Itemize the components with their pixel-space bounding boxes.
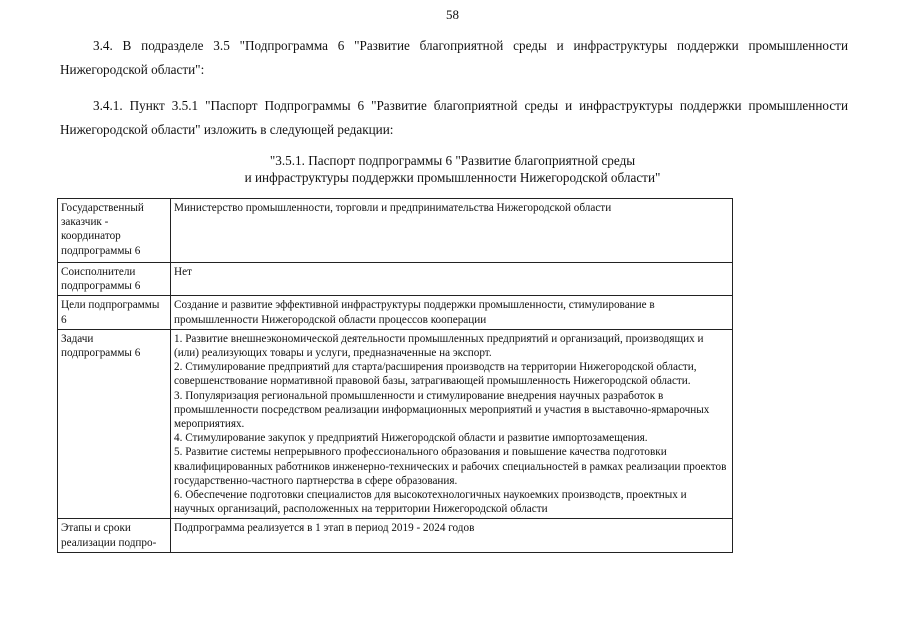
passport-heading-line-1: "3.5.1. Паспорт подпрограммы 6 "Развитие благоприятной среды [269, 153, 636, 168]
row-label-customer: Государственный заказчик - координатор подпрограммы 6 [58, 199, 171, 263]
task-item-2: 2. Стимулирование предприятий для старта/расширения производств на территории Нижегородской области, совершенствование нормативной правовой базы, затрагивающей промышленность Нижегородской области. [174, 361, 697, 388]
table-row [58, 329, 733, 519]
table-row [58, 199, 733, 263]
row-value-customer: Министерство промышленности, торговли и предпринимательства Нижегородской области [171, 199, 733, 263]
passport-heading [0, 152, 905, 186]
task-item-4: 4. Стимулирование закупок у предприятий Нижегородской области и развитие импортозамещения. [174, 432, 648, 445]
task-item-1: 1. Развитие внешнеэкономической деятельности промышленных предприятий и организаций, производящих и (или) реализующих товары и услуги, предназначенные на экспорт. [174, 332, 704, 360]
row-label-stages: Этапы и сроки реализации подпро- [58, 519, 171, 552]
row-value-goals: Создание и развитие эффективной инфраструктуры поддержки промышленности, стимулирование в промышленности Нижегородской области процессов кооперации [171, 296, 733, 329]
row-label-goals: Цели подпрограммы 6 [58, 296, 171, 329]
passport-heading-line-2: и инфраструктуры поддержки промышленности Нижегородской области" [244, 170, 661, 185]
row-value-tasks [171, 329, 733, 519]
table-row [58, 263, 733, 296]
task-item-5: 5. Развитие системы непрерывного профессионального образования и повышение качества подготовки квалифицированных работников инженерно-технических и рабочих специальностей в рамках реализации проектов государственно-частного партнерства в сфере образования. [174, 446, 727, 487]
paragraph-3-4: 3.4. В подразделе 3.5 "Подпрограмма 6 "Развитие благоприятной среды и инфраструктуры поддержки промышленности Нижегородской области": [60, 38, 848, 77]
task-item-3: 3. Популяризация региональной промышленности и стимулирование внедрения научных разработок в промышленности посредством реализации информационных мероприятий и участия в выставочно-ярмарочных мероприятиях. [174, 389, 710, 431]
page-number: 58 [446, 7, 459, 22]
paragraph-3-4-1: 3.4.1. Пункт 3.5.1 "Паспорт Подпрограммы 6 "Развитие благоприятной среды и инфраструктуры поддержки промышленности Нижегородской области" изложить в следующей редакции: [60, 98, 848, 137]
row-label-tasks: Задачи подпрограммы 6 [58, 329, 171, 519]
row-value-stages: Подпрограмма реализуется в 1 этап в период 2019 - 2024 годов [171, 519, 733, 552]
passport-table [57, 198, 733, 553]
task-item-6: 6. Обеспечение подготовки специалистов для высокотехнологичных наукоемких производств, проектных и научных организаций, расположенных на территории Нижегородской области [174, 489, 687, 516]
table-row [58, 296, 733, 329]
table-row [58, 519, 733, 552]
row-value-coexecutors: Нет [171, 263, 733, 296]
row-label-coexecutors: Соисполнители подпрограммы 6 [58, 263, 171, 296]
